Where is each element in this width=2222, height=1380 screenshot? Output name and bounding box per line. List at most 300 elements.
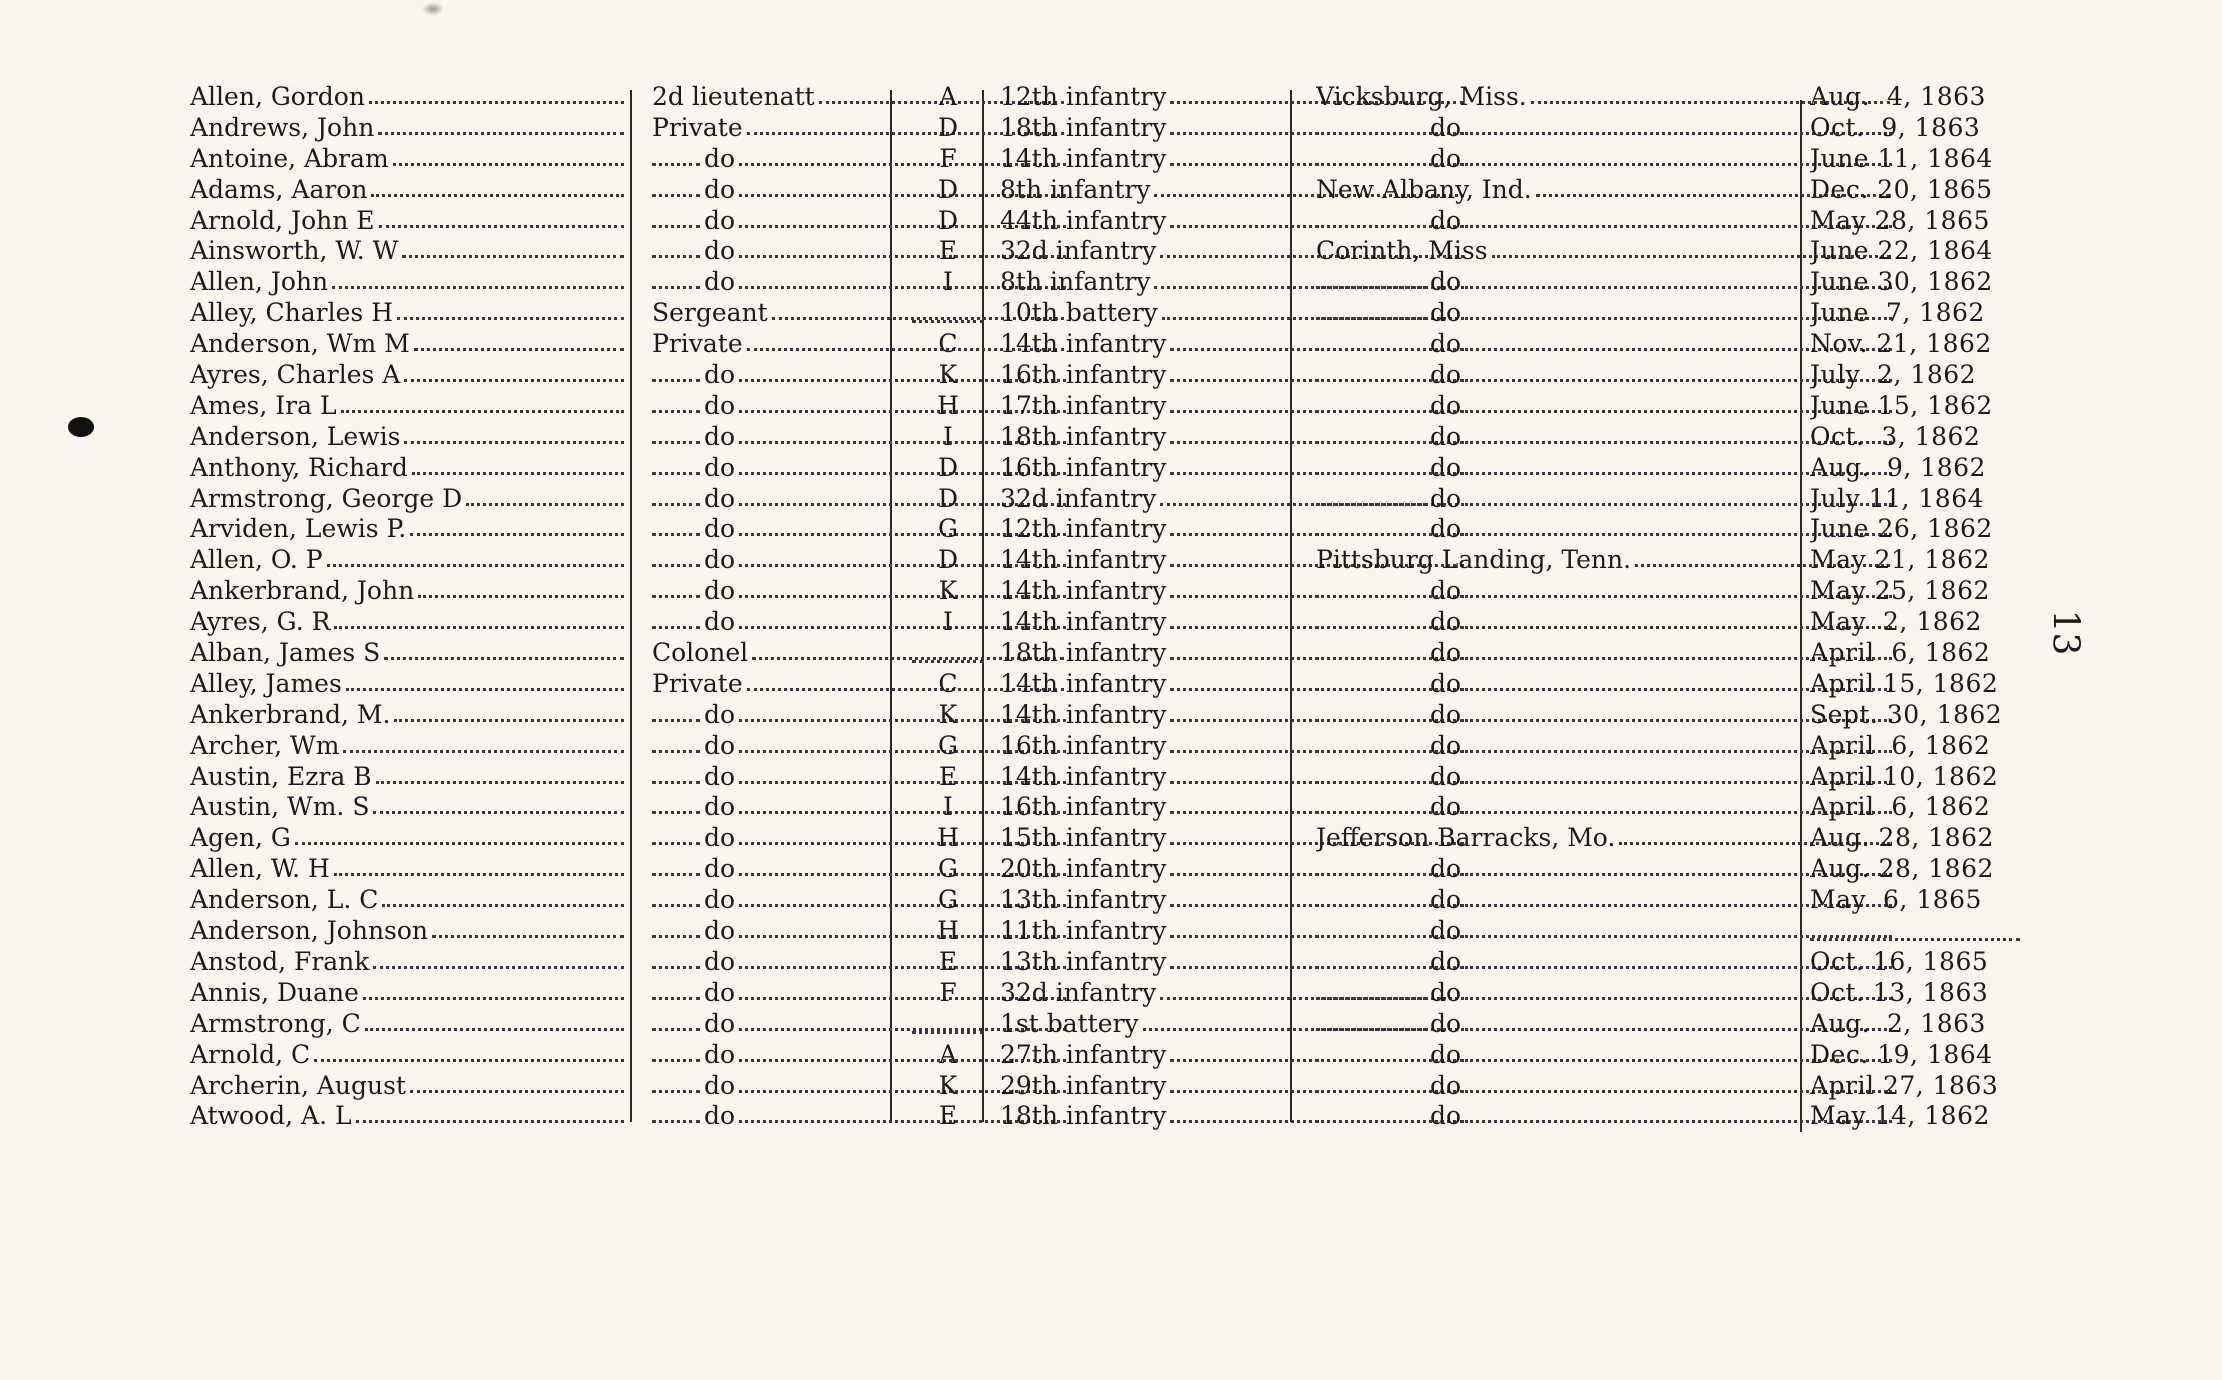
roster-table <box>190 82 2050 1132</box>
rank-cell-text: do <box>704 792 736 822</box>
name-cell <box>190 792 630 822</box>
table-row <box>190 422 2050 453</box>
company-cell: D <box>937 174 959 204</box>
place-cell-text: do <box>1430 483 1462 513</box>
unit-cell-text: 18th infantry <box>1000 638 1167 668</box>
dot-leader <box>379 206 624 228</box>
place-cell <box>1316 236 1896 266</box>
dot-leader <box>314 1040 624 1062</box>
dot-leader <box>652 1101 700 1123</box>
company-cell: D <box>937 205 959 235</box>
rank-cell-text: do <box>704 143 736 173</box>
rank-cell-text: do <box>704 452 736 482</box>
place-cell <box>1316 422 1896 452</box>
date-cell: Aug. 28, 1862 <box>1810 854 1994 884</box>
place-cell <box>1316 978 1896 1008</box>
dot-leader <box>1316 978 1426 1000</box>
dot-leader <box>652 484 700 506</box>
unit-cell-text: 18th infantry <box>1000 1101 1167 1131</box>
name-cell-text: Allen, W. H <box>190 854 330 884</box>
name-cell-text: Anthony, Richard <box>190 452 408 482</box>
place-cell-text: do <box>1430 421 1462 451</box>
dot-leader <box>1316 329 1426 351</box>
name-cell-text: Alban, James S <box>190 638 381 668</box>
date-cell: April 6, 1862 <box>1810 638 1991 668</box>
name-cell-text: Armstrong, C <box>190 1008 361 1038</box>
place-cell <box>1316 700 1896 730</box>
company-cell: D <box>937 483 959 513</box>
table-row <box>190 669 2050 700</box>
rank-cell-text: do <box>704 545 736 575</box>
name-cell-text: Anderson, Wm M <box>190 329 410 359</box>
date-cell: Dec. 19, 1864 <box>1810 1039 1993 1069</box>
dot-leader <box>373 947 624 969</box>
place-cell-text: do <box>1430 298 1462 328</box>
date-cell: Dec. 20, 1865 <box>1810 174 1993 204</box>
dot-leader <box>343 731 624 753</box>
date-cell: April 10, 1862 <box>1810 761 1999 791</box>
dot-leader <box>404 360 624 382</box>
company-cell: A <box>938 1039 958 1069</box>
place-cell <box>1316 298 1896 328</box>
dot-leader <box>652 576 700 598</box>
dot-leader <box>365 1009 624 1031</box>
table-row <box>190 762 2050 793</box>
place-cell <box>1316 545 1896 575</box>
company-cell: H <box>937 390 959 420</box>
unit-cell-text: 29th infantry <box>1000 1070 1167 1100</box>
rank-cell-text: do <box>704 174 736 204</box>
unit-cell-text: 16th infantry <box>1000 792 1167 822</box>
name-cell <box>190 823 630 853</box>
name-cell-text: Allen, O. P <box>190 545 323 575</box>
name-cell <box>190 762 630 792</box>
dot-leader <box>1316 514 1426 536</box>
rank-cell-text: do <box>704 1008 736 1038</box>
date-cell: May 14, 1862 <box>1810 1101 1990 1131</box>
rank-cell-text: do <box>704 977 736 1007</box>
rank-cell-text: do <box>704 916 736 946</box>
dot-leader <box>410 1071 624 1093</box>
company-cell <box>912 638 984 663</box>
company-cell <box>912 1009 984 1034</box>
dot-leader <box>652 1040 700 1062</box>
unit-cell-text: 32d infantry <box>1000 977 1157 1007</box>
rank-cell-text: do <box>704 823 736 853</box>
place-cell <box>1316 669 1896 699</box>
place-cell <box>1316 792 1896 822</box>
rank-cell-text: do <box>704 421 736 451</box>
name-cell <box>190 1071 630 1101</box>
name-cell <box>190 236 630 266</box>
table-row <box>190 113 2050 144</box>
place-cell <box>1316 607 1896 637</box>
date-cell: May 21, 1862 <box>1810 545 1990 575</box>
dot-leader <box>1316 267 1426 289</box>
date-cell: Aug. 4, 1863 <box>1810 82 1986 111</box>
name-cell <box>190 1101 630 1131</box>
table-row <box>190 638 2050 669</box>
company-cell: G <box>938 885 958 915</box>
place-cell-text: do <box>1430 730 1462 760</box>
table-row <box>190 514 2050 545</box>
name-cell <box>190 360 630 390</box>
date-cell: July 2, 1862 <box>1810 360 1977 390</box>
rank-cell-text: do <box>704 1070 736 1100</box>
table-row <box>190 453 2050 484</box>
place-cell-text: Vicksburg, Miss. <box>1316 82 1527 111</box>
dot-leader <box>371 175 624 197</box>
unit-cell-text: 12th infantry <box>1000 514 1167 544</box>
company-cell: K <box>938 699 958 729</box>
dot-leader <box>394 700 624 722</box>
dot-leader <box>652 453 700 475</box>
dot-leader <box>1316 391 1426 413</box>
unit-cell-text: 14th infantry <box>1000 761 1167 791</box>
date-cell: June 26, 1862 <box>1810 514 1993 544</box>
place-cell <box>1316 1101 1896 1131</box>
company-cell: I <box>943 267 953 297</box>
company-cell: G <box>938 514 958 544</box>
table-row <box>190 1040 2050 1071</box>
name-cell <box>190 700 630 730</box>
unit-cell-text: 14th infantry <box>1000 607 1167 637</box>
ink-blot <box>68 417 94 437</box>
place-cell-text: do <box>1430 143 1462 173</box>
dot-leader <box>382 885 624 907</box>
dot-leader <box>327 545 624 567</box>
dot-leader <box>402 236 624 258</box>
dot-leader <box>652 1071 700 1093</box>
dot-leader <box>404 422 624 444</box>
rank-cell-text: do <box>704 946 736 976</box>
rank-cell-text: 2d lieutenatt <box>652 82 815 111</box>
name-cell-text: Alley, James <box>190 668 342 698</box>
dot-leader <box>652 731 700 753</box>
unit-cell-text: 8th infantry <box>1000 174 1151 204</box>
dot-leader <box>466 484 624 506</box>
dot-leader <box>1316 669 1426 691</box>
place-cell-text: do <box>1430 390 1462 420</box>
table-row <box>190 1101 2050 1132</box>
date-cell: July 11, 1864 <box>1810 483 1985 513</box>
place-cell <box>1316 885 1896 915</box>
table-row <box>190 360 2050 391</box>
table-row <box>190 329 2050 360</box>
date-cell: Oct. 3, 1862 <box>1810 421 1981 451</box>
place-cell-text: Pittsburg Landing, Tenn. <box>1316 545 1632 575</box>
place-cell-text: do <box>1430 112 1462 142</box>
table-row <box>190 1071 2050 1102</box>
unit-cell-text: 13th infantry <box>1000 946 1167 976</box>
place-cell <box>1316 175 1896 205</box>
table-row <box>190 391 2050 422</box>
company-cell: E <box>938 946 958 976</box>
dot-leader <box>1316 113 1426 135</box>
rank-cell-text: do <box>704 514 736 544</box>
dot-leader <box>652 607 700 629</box>
dot-leader <box>652 823 700 845</box>
dot-leader <box>346 669 624 691</box>
date-cell: June 11, 1864 <box>1810 143 1993 173</box>
name-cell-text: Ankerbrand, M. <box>190 699 391 729</box>
table-row <box>190 298 2050 329</box>
unit-cell-text: 18th infantry <box>1000 112 1167 142</box>
company-cell: F <box>939 143 957 173</box>
name-cell <box>190 422 630 452</box>
dot-leader <box>1316 360 1426 382</box>
table-row <box>190 792 2050 823</box>
rank-cell-text: do <box>704 576 736 606</box>
name-cell <box>190 731 630 761</box>
place-cell <box>1316 576 1896 606</box>
name-cell <box>190 391 630 421</box>
table-row <box>190 545 2050 576</box>
place-cell <box>1316 638 1896 668</box>
name-cell <box>190 175 630 205</box>
rank-cell-text: do <box>704 607 736 637</box>
name-cell <box>190 329 630 359</box>
dot-leader <box>1316 206 1426 228</box>
place-cell-text: do <box>1430 607 1462 637</box>
dot-leader <box>384 638 624 660</box>
company-cell: K <box>938 360 958 390</box>
name-cell <box>190 298 630 328</box>
date-cell: June 7, 1862 <box>1810 298 1985 328</box>
dot-leader <box>1316 854 1426 876</box>
place-cell-text: do <box>1430 1008 1462 1038</box>
unit-cell-text: 13th infantry <box>1000 885 1167 915</box>
name-cell <box>190 854 630 884</box>
place-cell <box>1316 453 1896 483</box>
dot-leader <box>652 267 700 289</box>
company-cell: D <box>937 452 959 482</box>
rank-cell-text: do <box>704 390 736 420</box>
place-cell-text: do <box>1430 885 1462 915</box>
company-cell: D <box>937 112 959 142</box>
dot-leader <box>1316 1101 1426 1123</box>
name-cell-text: Anstod, Frank <box>190 946 370 976</box>
rank-cell-text: Private <box>652 668 743 698</box>
name-cell-text: Ainsworth, W. W <box>190 236 399 266</box>
rank-cell-text: do <box>704 483 736 513</box>
name-cell <box>190 1009 630 1039</box>
name-cell-text: Austin, Ezra B <box>190 761 372 791</box>
dot-leader <box>393 144 624 166</box>
date-cell: Oct. 13, 1863 <box>1810 977 1989 1007</box>
dot-leader <box>1316 484 1426 506</box>
dot-leader <box>378 113 624 135</box>
place-cell-text: do <box>1430 1101 1462 1131</box>
rank-cell-text: do <box>704 1101 736 1131</box>
dot-leader <box>412 453 624 475</box>
company-cell: H <box>937 916 959 946</box>
name-cell-text: Arnold, John E <box>190 205 375 235</box>
name-cell-text: Andrews, John <box>190 112 375 142</box>
dot-leader <box>1316 638 1426 660</box>
dot-leader <box>1316 947 1426 969</box>
rank-cell-text: do <box>704 205 736 235</box>
date-cell: Aug. 9, 1862 <box>1810 452 1986 482</box>
name-cell-text: Alley, Charles H <box>190 298 393 328</box>
rank-cell-text: do <box>704 761 736 791</box>
company-cell: H <box>937 823 959 853</box>
table-row <box>190 947 2050 978</box>
name-cell <box>190 1040 630 1070</box>
place-cell <box>1316 514 1896 544</box>
place-cell <box>1316 113 1896 143</box>
dot-leader <box>652 885 700 907</box>
dot-leader <box>652 144 700 166</box>
dot-leader <box>397 298 624 320</box>
date-cell: June 15, 1862 <box>1810 390 1993 420</box>
place-cell-text: do <box>1430 761 1462 791</box>
name-cell-text: Ayres, G. R <box>190 607 331 637</box>
dot-leader <box>652 391 700 413</box>
unit-cell-text: 10th battery <box>1000 298 1158 328</box>
place-cell-text: New Albany, Ind. <box>1316 174 1532 204</box>
place-cell-text: do <box>1430 638 1462 668</box>
rank-cell-text: do <box>704 236 736 266</box>
date-cell: Oct. 9, 1863 <box>1810 112 1981 142</box>
table-row <box>190 175 2050 206</box>
place-cell <box>1316 1009 1896 1039</box>
dot-leader <box>652 175 700 197</box>
dot-leader <box>1316 298 1426 320</box>
date-cell: May 2, 1862 <box>1810 607 1982 637</box>
table-row <box>190 700 2050 731</box>
unit-cell-text: 32d infantry <box>1000 483 1157 513</box>
name-cell <box>190 545 630 575</box>
ink-speck <box>422 2 444 16</box>
name-cell-text: Agen, G <box>190 823 291 853</box>
rank-cell-text: do <box>704 730 736 760</box>
date-cell: Oct. 16, 1865 <box>1810 946 1989 976</box>
name-cell <box>190 885 630 915</box>
table-row <box>190 144 2050 175</box>
company-cell: K <box>938 576 958 606</box>
date-cell: April 15, 1862 <box>1810 668 1999 698</box>
dot-leader <box>652 236 700 258</box>
dot-leader <box>1316 576 1426 598</box>
date-cell: April 6, 1862 <box>1810 792 1991 822</box>
place-cell-text: do <box>1430 452 1462 482</box>
date-cell: Sept. 30, 1862 <box>1810 699 2003 729</box>
place-cell-text: do <box>1430 946 1462 976</box>
dot-leader <box>652 916 700 938</box>
unit-cell-text: 44th infantry <box>1000 205 1167 235</box>
name-cell <box>190 484 630 514</box>
dot-leader <box>363 978 624 1000</box>
place-cell <box>1316 144 1896 174</box>
dot-leader <box>1316 1040 1426 1062</box>
company-cell: G <box>938 730 958 760</box>
name-cell-text: Arviden, Lewis P. <box>190 514 407 544</box>
place-cell <box>1316 854 1896 884</box>
unit-cell-text: 20th infantry <box>1000 854 1167 884</box>
place-cell <box>1316 484 1896 514</box>
dot-leader <box>1316 731 1426 753</box>
table-row <box>190 854 2050 885</box>
dot-leader <box>1316 607 1426 629</box>
dot-leader <box>652 545 700 567</box>
date-cell <box>1810 916 2020 941</box>
unit-cell-text: 8th infantry <box>1000 267 1151 297</box>
company-cell: E <box>938 1101 958 1131</box>
rank-cell-text: do <box>704 699 736 729</box>
name-cell <box>190 144 630 174</box>
company-cell: C <box>938 668 958 698</box>
dot-leader <box>341 391 624 413</box>
dot-leader <box>1316 916 1426 938</box>
rank-cell-text: do <box>704 885 736 915</box>
name-cell-text: Archerin, August <box>190 1070 406 1100</box>
company-cell: A <box>938 82 958 111</box>
dot-leader <box>1316 422 1426 444</box>
unit-cell-text: 16th infantry <box>1000 452 1167 482</box>
table-row <box>190 916 2050 947</box>
dot-leader <box>356 1101 624 1123</box>
name-cell <box>190 82 630 112</box>
dot-leader <box>418 576 624 598</box>
dot-leader <box>334 854 624 876</box>
rank-cell-text: Sergeant <box>652 298 768 328</box>
name-cell <box>190 576 630 606</box>
rank-cell-text: do <box>704 267 736 297</box>
unit-cell-text: 14th infantry <box>1000 329 1167 359</box>
place-cell <box>1316 206 1896 236</box>
name-cell-text: Ames, Ira L <box>190 390 337 420</box>
name-cell-text: Adams, Aaron <box>190 174 368 204</box>
unit-cell-text: 18th infantry <box>1000 421 1167 451</box>
place-cell <box>1316 762 1896 792</box>
unit-cell-text: 14th infantry <box>1000 545 1167 575</box>
place-cell <box>1316 267 1896 297</box>
place-cell-text: do <box>1430 267 1462 297</box>
place-cell <box>1316 823 1896 853</box>
name-cell-text: Ayres, Charles A <box>190 360 401 390</box>
unit-cell-text: 14th infantry <box>1000 668 1167 698</box>
date-cell: April 6, 1862 <box>1810 730 1991 760</box>
dot-leader <box>1316 453 1426 475</box>
dot-leader <box>376 762 624 784</box>
dot-leader <box>1316 762 1426 784</box>
place-cell-text: do <box>1430 977 1462 1007</box>
place-cell <box>1316 82 1896 112</box>
date-cell: April 27, 1863 <box>1810 1070 1999 1100</box>
unit-cell-text: 12th infantry <box>1000 82 1167 111</box>
place-cell <box>1316 391 1896 421</box>
name-cell <box>190 514 630 544</box>
table-row <box>190 576 2050 607</box>
company-cell: I <box>943 421 953 451</box>
dot-leader <box>652 422 700 444</box>
dot-leader <box>1316 1071 1426 1093</box>
dot-leader <box>652 360 700 382</box>
dot-leader <box>1316 144 1426 166</box>
dot-leader <box>373 792 624 814</box>
dot-leader <box>652 978 700 1000</box>
company-cell: I <box>943 607 953 637</box>
table-row <box>190 267 2050 298</box>
dot-leader <box>652 1009 700 1031</box>
dot-leader <box>332 267 624 289</box>
table-row <box>190 823 2050 854</box>
place-cell-text: do <box>1430 576 1462 606</box>
table-row <box>190 1009 2050 1040</box>
unit-cell-text: 27th infantry <box>1000 1039 1167 1069</box>
company-cell: I <box>943 792 953 822</box>
